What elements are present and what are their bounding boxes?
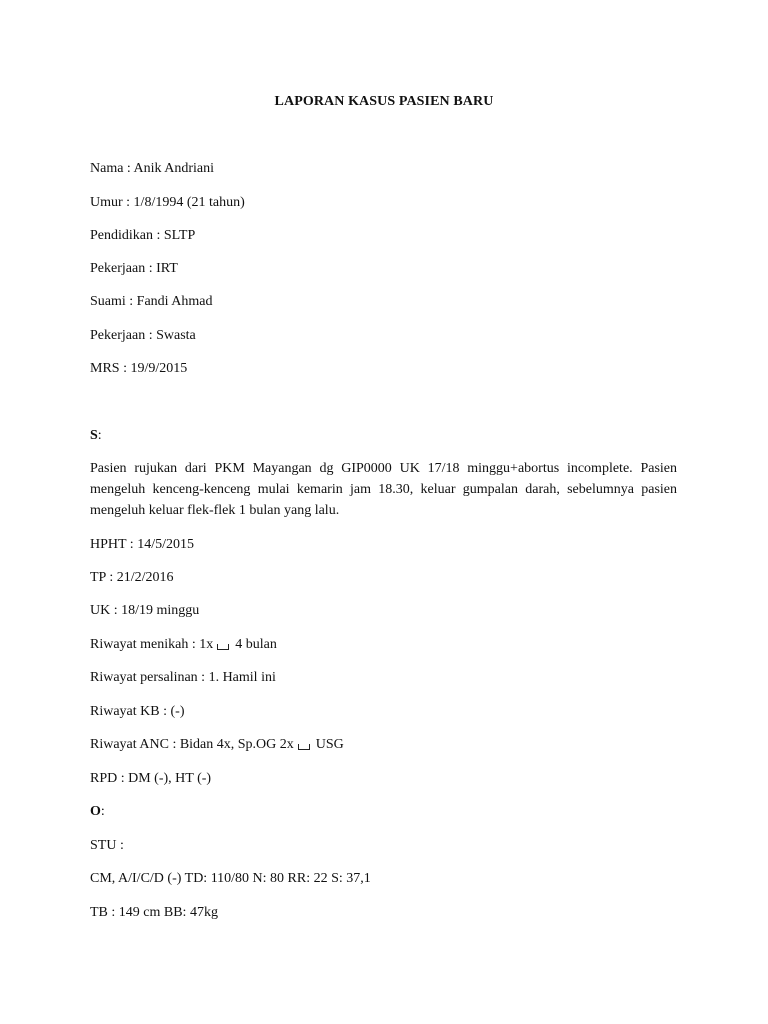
- objective-vitals: CM, A/I/C/D (-) TD: 110/80 N: 80 RR: 22 S: 37,1: [90, 871, 371, 886]
- marriage-history-prefix: Riwayat menikah : 1x: [90, 637, 214, 652]
- subjective-tp: TP : 21/2/2016: [90, 570, 174, 585]
- missing-glyph-icon: [217, 644, 229, 650]
- subjective-marriage-history: [90, 636, 277, 654]
- subjective-rpd: RPD : DM (-), HT (-): [90, 771, 212, 786]
- identity-education: Pendidikan : SLTP: [90, 228, 196, 243]
- section-subjective-letter: S: [90, 428, 98, 443]
- section-objective-colon: :: [100, 804, 105, 819]
- identity-age: Umur : 1/8/1994 (21 tahun): [90, 195, 245, 210]
- section-objective-heading: [90, 803, 105, 821]
- identity-name: Nama : Anik Andriani: [90, 161, 215, 176]
- subjective-kb-history: Riwayat KB : (-): [90, 704, 185, 719]
- marriage-history-suffix: 4 bulan: [235, 637, 277, 652]
- identity-husband-occupation: Pekerjaan : Swasta: [90, 328, 196, 343]
- identity-husband: Suami : Fandi Ahmad: [90, 294, 213, 309]
- subjective-paragraph: Pasien rujukan dari PKM Mayangan dg GIP0000 UK 17/18 minggu+abortus incomplete. Pasien mengeluh kenceng-kenceng mulai kemarin jam 18.30, keluar gumpalan darah, sebelumnya pasien mengeluh keluar flek-flek 1 bulan yang lalu.: [90, 461, 677, 518]
- identity-occupation: Pekerjaan : IRT: [90, 261, 178, 276]
- document-title: LAPORAN KASUS PASIEN BARU: [274, 94, 494, 109]
- objective-stu: STU :: [90, 838, 124, 853]
- identity-admission-date: MRS : 19/9/2015: [90, 361, 188, 376]
- section-objective-letter: O: [90, 804, 101, 819]
- subjective-anc-history: [90, 736, 344, 754]
- subjective-uk: UK : 18/19 minggu: [90, 603, 200, 618]
- missing-glyph-icon: [298, 744, 310, 750]
- subjective-delivery-history: Riwayat persalinan : 1. Hamil ini: [90, 670, 276, 685]
- anc-history-suffix: USG: [315, 737, 344, 752]
- anc-history-prefix: Riwayat ANC : Bidan 4x, Sp.OG 2x: [90, 737, 294, 752]
- section-subjective-colon: :: [97, 428, 102, 443]
- section-subjective-heading: [90, 427, 102, 445]
- objective-anthropometry: TB : 149 cm BB: 47kg: [90, 905, 218, 920]
- subjective-hpht: HPHT : 14/5/2015: [90, 537, 194, 552]
